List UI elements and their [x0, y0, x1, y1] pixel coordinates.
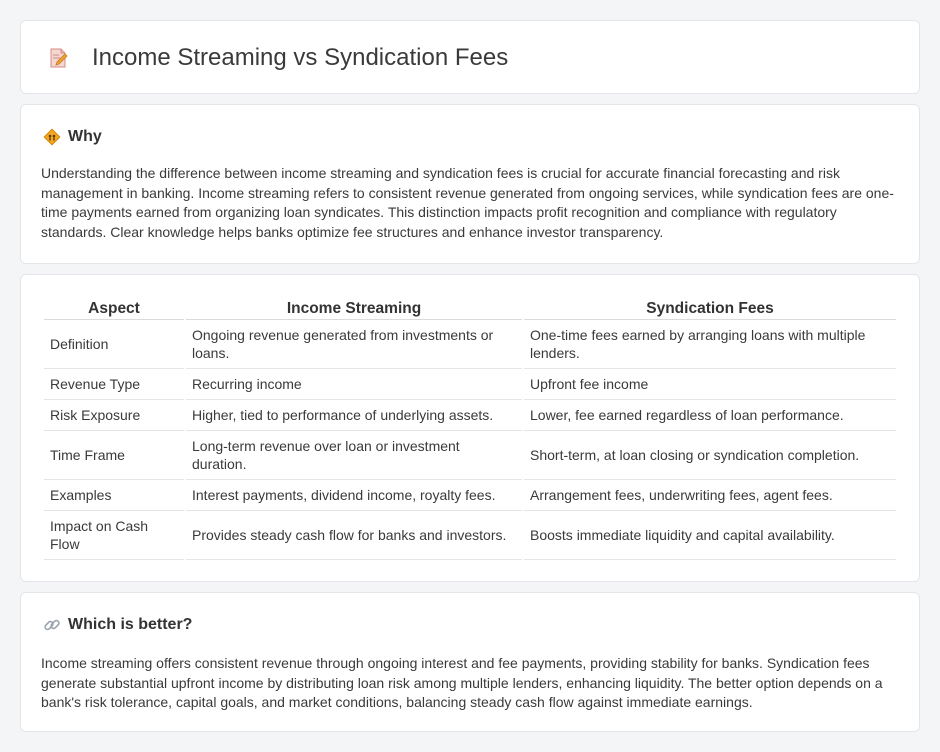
- header-syndication-fees: Syndication Fees: [524, 298, 896, 320]
- table-cell: Arrangement fees, underwriting fees, agent fees.: [524, 480, 896, 511]
- document-pencil-icon: [47, 47, 69, 69]
- table-cell: Recurring income: [186, 369, 522, 400]
- table-row: [44, 320, 896, 369]
- table-row: [44, 431, 896, 480]
- table-cell: Time Frame: [44, 431, 184, 480]
- table-cell: Lower, fee earned regardless of loan performance.: [524, 400, 896, 431]
- header-aspect: Aspect: [44, 298, 184, 320]
- table-cell: Provides steady cash flow for banks and investors.: [186, 511, 522, 560]
- table-cell: Short-term, at loan closing or syndication completion.: [524, 431, 896, 480]
- better-heading-row: [43, 614, 192, 636]
- table-cell: Ongoing revenue generated from investments or loans.: [186, 320, 522, 369]
- comparison-table: [42, 298, 898, 560]
- comparison-section: [20, 274, 920, 582]
- which-is-better-section: [20, 592, 920, 732]
- title-card: [20, 20, 920, 94]
- link-icon: [43, 616, 61, 634]
- table-cell: Long-term revenue over loan or investment duration.: [186, 431, 522, 480]
- table-cell: Examples: [44, 480, 184, 511]
- why-heading: Why: [68, 128, 102, 145]
- table-cell: Higher, tied to performance of underlying assets.: [186, 400, 522, 431]
- header-income-streaming: Income Streaming: [186, 298, 522, 320]
- table-header-row: [44, 298, 896, 320]
- table-cell: Risk Exposure: [44, 400, 184, 431]
- table-cell: Impact on Cash Flow: [44, 511, 184, 560]
- road-sign-icon: [43, 128, 61, 146]
- table-row: [44, 511, 896, 560]
- better-text: Income streaming offers consistent revenue through ongoing interest and fee payments, providing stability for banks. Syndication fees generate substantial upfront income by distributing loan risk among multiple lenders, enhancing liquidity. The better option depends on a bank's risk tolerance, capital goals, and market conditions, balancing steady cash flow against immediate earnings.: [41, 655, 883, 710]
- table-row: [44, 369, 896, 400]
- table-cell: Definition: [44, 320, 184, 369]
- table-row: [44, 400, 896, 431]
- why-text: Understanding the difference between income streaming and syndication fees is crucial for accurate financial forecasting and risk management in banking. Income streaming refers to consistent revenue generated from ongoing services, while syndication fees are one-time payments earned from organizing loan syndicates. This distinction impacts profit recognition and compliance with regulatory standards. Clear knowledge helps banks optimize fee structures and enhance investor transparency.: [41, 165, 894, 240]
- page-title: Income Streaming vs Syndication Fees: [92, 44, 509, 71]
- table-cell: One-time fees earned by arranging loans with multiple lenders.: [524, 320, 896, 369]
- table-cell: Revenue Type: [44, 369, 184, 400]
- why-section: [20, 104, 920, 264]
- table-cell: Boosts immediate liquidity and capital availability.: [524, 511, 896, 560]
- why-heading-row: [43, 126, 102, 148]
- table-row: [44, 480, 896, 511]
- better-heading: Which is better?: [68, 616, 193, 633]
- table-cell: Interest payments, dividend income, royalty fees.: [186, 480, 522, 511]
- table-cell: Upfront fee income: [524, 369, 896, 400]
